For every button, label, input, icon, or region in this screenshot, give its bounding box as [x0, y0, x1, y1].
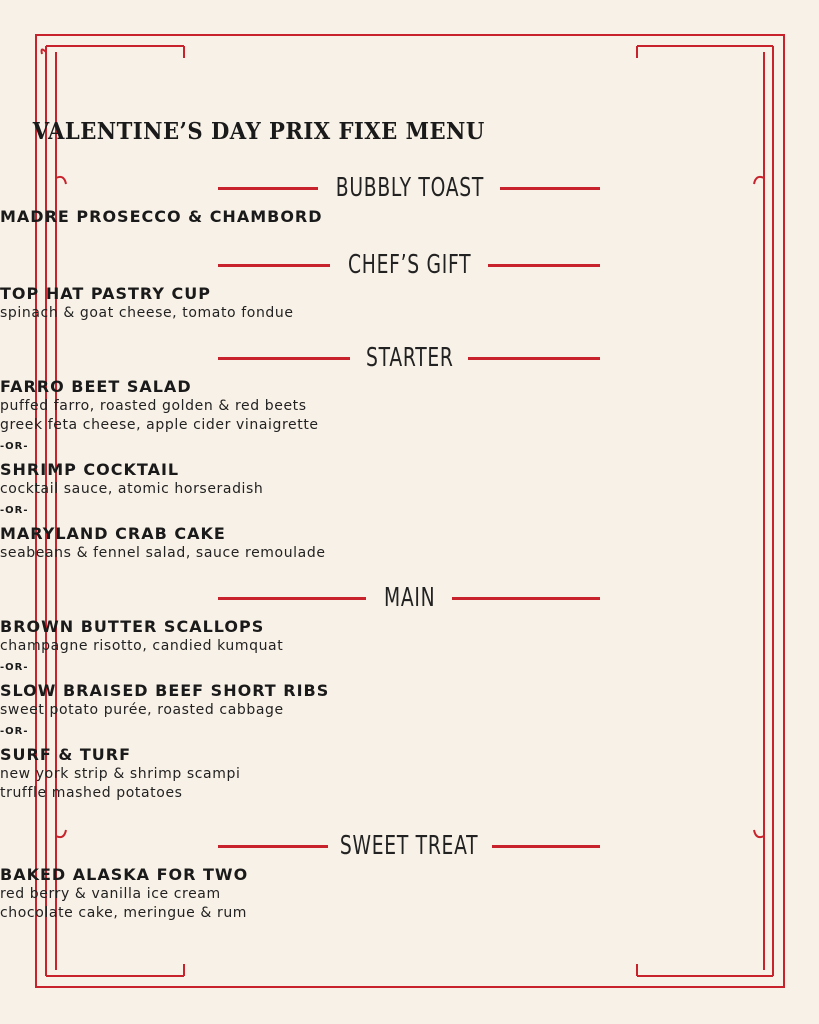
item-description: seabeans & fennel salad, sauce remoulade: [0, 545, 326, 561]
section-heading-row: [0, 828, 819, 864]
menu-section: [0, 247, 819, 323]
section-heading: CHEF’S GIFT: [347, 250, 472, 280]
item-name: MADRE PROSECCO & CHAMBORD: [0, 207, 323, 226]
or-separator: -OR-: [0, 662, 29, 673]
menu-section: [0, 580, 819, 803]
or-separator: -OR-: [0, 441, 29, 452]
section-heading-row: [0, 247, 819, 283]
or-separator: -OR-: [0, 505, 29, 516]
item-name: SLOW BRAISED BEEF SHORT RIBS: [0, 681, 330, 700]
item-name: BROWN BUTTER SCALLOPS: [0, 617, 265, 636]
item-name: SURF & TURF: [0, 745, 132, 764]
item-description: cocktail sauce, atomic horseradish: [0, 481, 264, 497]
item-name: FARRO BEET SALAD: [0, 377, 192, 396]
item-description: greek feta cheese, apple cider vinaigrette: [0, 417, 319, 433]
section-heading: BUBBLY TOAST: [335, 173, 484, 203]
section-heading-row: [0, 580, 819, 616]
heading-rule-right: [488, 264, 600, 267]
heading-rule-right: [500, 187, 600, 190]
item-name: BAKED ALASKA FOR TWO: [0, 865, 249, 884]
heading-rule-left: [218, 597, 366, 600]
item-name: TOP HAT PASTRY CUP: [0, 284, 211, 303]
item-description: truffle mashed potatoes: [0, 785, 183, 801]
menu-section: [0, 340, 819, 563]
item-description: champagne risotto, candied kumquat: [0, 638, 284, 654]
item-description: new york strip & shrimp scampi: [0, 766, 241, 782]
heading-rule-left: [218, 357, 350, 360]
item-description: sweet potato purée, roasted cabbage: [0, 702, 284, 718]
section-heading-row: [0, 170, 819, 206]
item-description: chocolate cake, meringue & rum: [0, 905, 248, 921]
menu-title: VALENTINE’S DAY PRIX FIXE MENU: [32, 118, 485, 145]
item-description: spinach & goat cheese, tomato fondue: [0, 305, 294, 321]
or-separator: -OR-: [0, 726, 29, 737]
section-heading: MAIN: [383, 583, 436, 613]
item-description: puffed farro, roasted golden & red beets: [0, 398, 307, 414]
heading-rule-left: [218, 187, 318, 190]
heading-rule-left: [218, 264, 330, 267]
section-heading: SWEET TREAT: [340, 831, 479, 861]
item-description: red berry & vanilla ice cream: [0, 886, 221, 902]
heading-rule-right: [492, 845, 600, 848]
heading-rule-right: [452, 597, 600, 600]
heading-rule-left: [218, 845, 328, 848]
menu-section: [0, 170, 819, 227]
section-heading: STARTER: [365, 343, 454, 373]
section-heading-row: [0, 340, 819, 376]
menu-section: [0, 828, 819, 923]
item-name: MARYLAND CRAB CAKE: [0, 524, 226, 543]
heading-rule-right: [468, 357, 600, 360]
item-name: SHRIMP COCKTAIL: [0, 460, 180, 479]
